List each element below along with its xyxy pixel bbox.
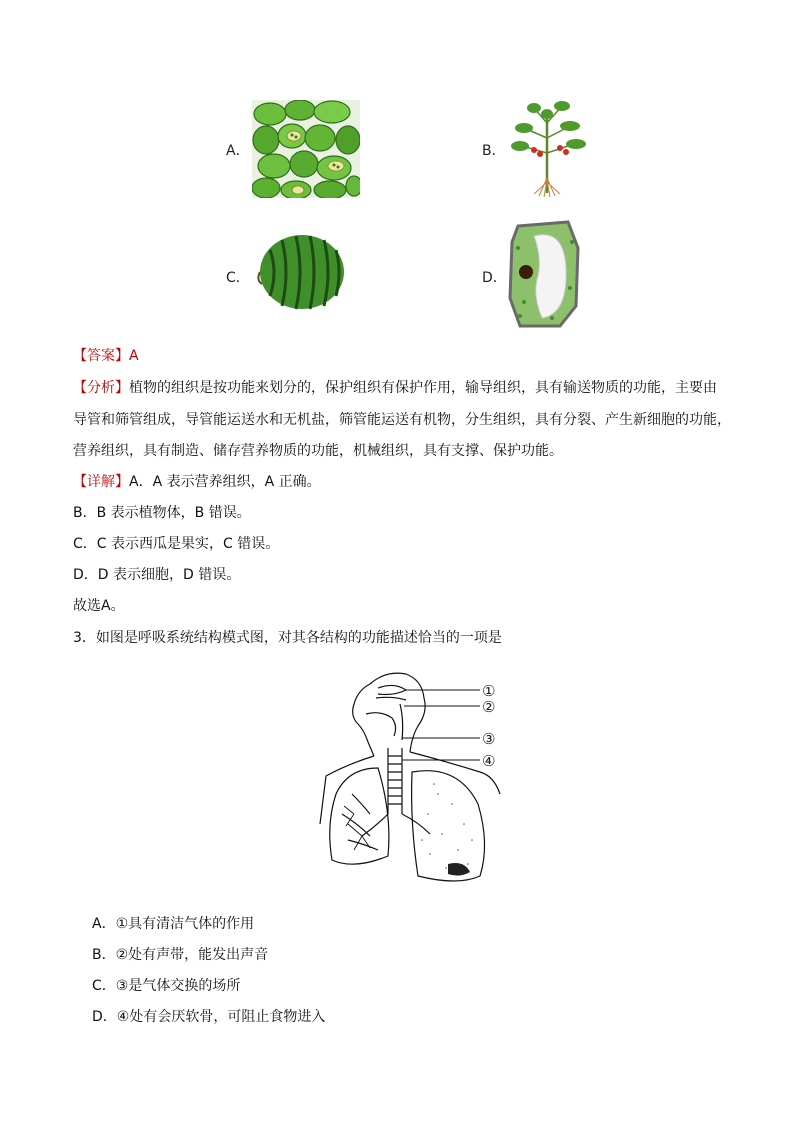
diagram-label-2: ② (482, 698, 496, 716)
option-c-label: C． (226, 270, 250, 286)
option-b-label: B． (482, 143, 506, 159)
detail-line-a: 【详解】A．A 表示营养组织，A 正确。 (73, 474, 321, 490)
analysis-line-2: 导管和筛管组成，导管能运送水和无机盐，筛管能运送有机物，分生组织，具有分裂、产生新细胞的功能， (73, 412, 731, 428)
respiratory-system-diagram (318, 664, 502, 890)
analysis-line-1: 【分析】植物的组织是按功能来划分的，保护组织有保护作用，输导组织，具有输送物质的功能，主要由 (73, 380, 717, 396)
q3-option-c: C．③是气体交换的场所 (92, 978, 241, 994)
q3-option-b: B．②处有声带，能发出声音 (92, 947, 269, 963)
diagram-label-3: ③ (482, 730, 496, 748)
q3-option-a: A．①具有清洁气体的作用 (92, 916, 255, 932)
diagram-label-1: ① (482, 682, 496, 700)
watermelon-image (254, 232, 346, 312)
conclusion-line: 故选A。 (73, 598, 125, 614)
diagram-label-4: ④ (482, 752, 496, 770)
analysis-line-3: 营养组织，具有制造、储存营养物质的功能，机械组织，具有支撑、保护功能。 (73, 443, 563, 459)
q3-option-d: D．④处有会厌软骨，可阻止食物进入 (92, 1009, 326, 1025)
detail-line-c: C．C 表示西瓜是果实，C 错误。 (73, 536, 280, 552)
answer-line: 【答案】A (73, 348, 139, 364)
option-d-label: D． (482, 270, 507, 286)
detail-line-d: D．D 表示细胞，D 错误。 (73, 567, 241, 583)
detail-line-b: B．B 表示植物体，B 错误。 (73, 505, 251, 521)
option-a-label: A． (226, 143, 250, 159)
question-3-title: 3．如图是呼吸系统结构模式图，对其各结构的功能描述恰当的一项是 (73, 630, 502, 646)
plant-cell-image (504, 218, 584, 330)
tomato-plant-image (504, 98, 590, 198)
tissue-cells-image (252, 100, 360, 198)
